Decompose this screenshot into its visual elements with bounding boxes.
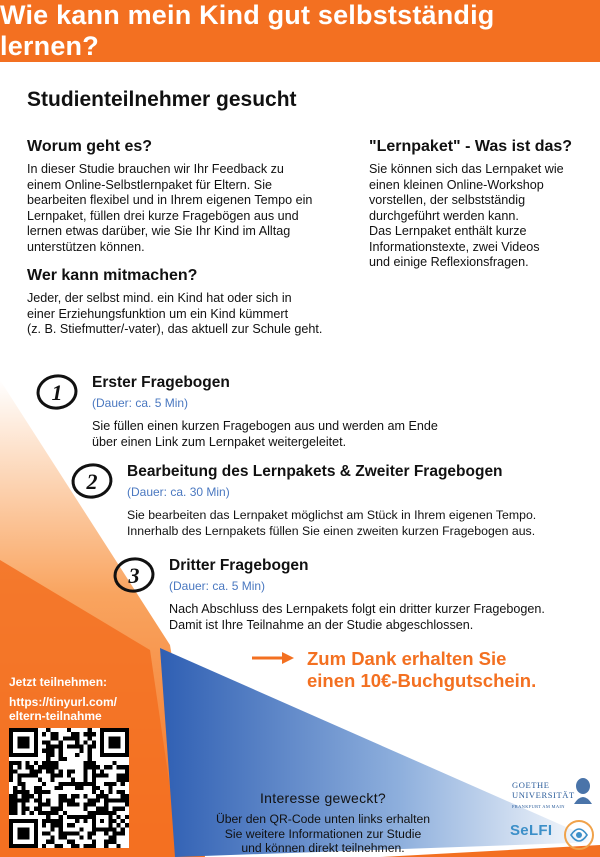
reward-text: Zum Dank erhalten Sie einen 10€-Buchgutschein.: [307, 648, 537, 691]
section-lernpaket: [369, 138, 584, 271]
section-heading: "Lernpaket" - Was ist das?: [369, 138, 573, 155]
join-label: Jetzt teilnehmen:: [9, 675, 108, 689]
interest-note: [178, 790, 468, 856]
interest-heading: Interesse geweckt?: [259, 790, 387, 806]
page-title: Wie kann mein Kind gut selbstständig lernen?: [0, 0, 495, 61]
step-title: Dritter Fragebogen: [169, 557, 309, 574]
step-number-badge: [112, 555, 156, 595]
section-heading: Worum geht es?: [27, 138, 153, 155]
section-heading: Wer kann mitmachen?: [27, 267, 198, 284]
selfi-logo-text: SeLFI: [510, 822, 553, 839]
section-text: Sie können sich das Lernpaket wie einen kleinen Online-Workshop vorstellen, der selbstständig durchgeführt werden kann. Das Lernpaket enthält kurze Informationstexte, zwei Videos und einige Reflexionsfragen.: [369, 162, 564, 269]
join-url[interactable]: https://tinyurl.com/ eltern-teilnahme: [9, 695, 117, 723]
left-column: [27, 138, 347, 338]
step-content: [92, 374, 552, 450]
step-description: Sie bearbeiten das Lernpaket möglichst am Stück in Ihrem eigenen Tempo. Innerhalb des Lernpakets füllen Sie einen zweiten kurzen Fragebogen aus.: [127, 508, 537, 538]
right-column: [369, 138, 584, 271]
svg-text:1: 1: [51, 380, 63, 405]
step-number-badge: [35, 372, 79, 412]
qr-code-icon: [9, 728, 129, 848]
svg-text:3: 3: [128, 563, 140, 588]
step-title: Erster Fragebogen: [92, 374, 230, 391]
header-banner: [0, 0, 600, 62]
arrow-right-icon: [252, 651, 294, 665]
qr-code[interactable]: [9, 728, 129, 848]
goethe-portrait-icon: [572, 776, 594, 804]
section-text: Jeder, der selbst mind. ein Kind hat oder sich in einer Erziehungsfunktion um ein Kind kümmert (z. B. Stiefmutter/-vater), das aktuell zur Schule geht.: [27, 291, 323, 336]
step-duration: (Dauer: ca. 5 Min): [92, 396, 189, 410]
step-title: Bearbeitung des Lernpakets & Zweiter Fragebogen: [127, 463, 503, 480]
step-content: [127, 463, 597, 539]
goethe-university-logo: [512, 776, 594, 809]
step-duration: (Dauer: ca. 30 Min): [127, 485, 230, 499]
section-text: In dieser Studie brauchen wir Ihr Feedback zu einem Online-Selbstlernpaket für Eltern. Sie bearbeiten flexibel und in Ihrem eigenen Tempo ein Lernpaket, füllen drei kurze Fragebögen aus und lernen etwas darüber, wie Sie Ihr Kind im Alltag unterstützen können.: [27, 162, 313, 254]
subtitle: Studienteilnehmer gesucht: [27, 88, 297, 111]
section-wer: [27, 267, 347, 338]
selfi-logo: [510, 818, 596, 854]
svg-text:2: 2: [86, 469, 98, 494]
step-description: Nach Abschluss des Lernpakets folgt ein dritter kurzer Fragebogen. Damit ist Ihre Teilnahme an der Studie abgeschlossen.: [169, 602, 545, 632]
section-worum: [27, 138, 347, 255]
step-content: [169, 557, 599, 633]
step-number-badge: [70, 461, 114, 501]
selfi-brain-icon: [562, 818, 596, 852]
goethe-logo-text: GOETHE UNIVERSITÄT FRANKFURT AM MAIN: [512, 780, 575, 809]
interest-text: Über den QR-Code unten links erhalten Sie weitere Informationen zur Studie und können direkt teilnehmen.: [215, 812, 431, 855]
join-info: [9, 675, 139, 723]
step-description: Sie füllen einen kurzen Fragebogen aus und werden am Ende über einen Link zum Lernpaket weitergeleitet.: [92, 419, 438, 449]
step-duration: (Dauer: ca. 5 Min): [169, 579, 266, 593]
